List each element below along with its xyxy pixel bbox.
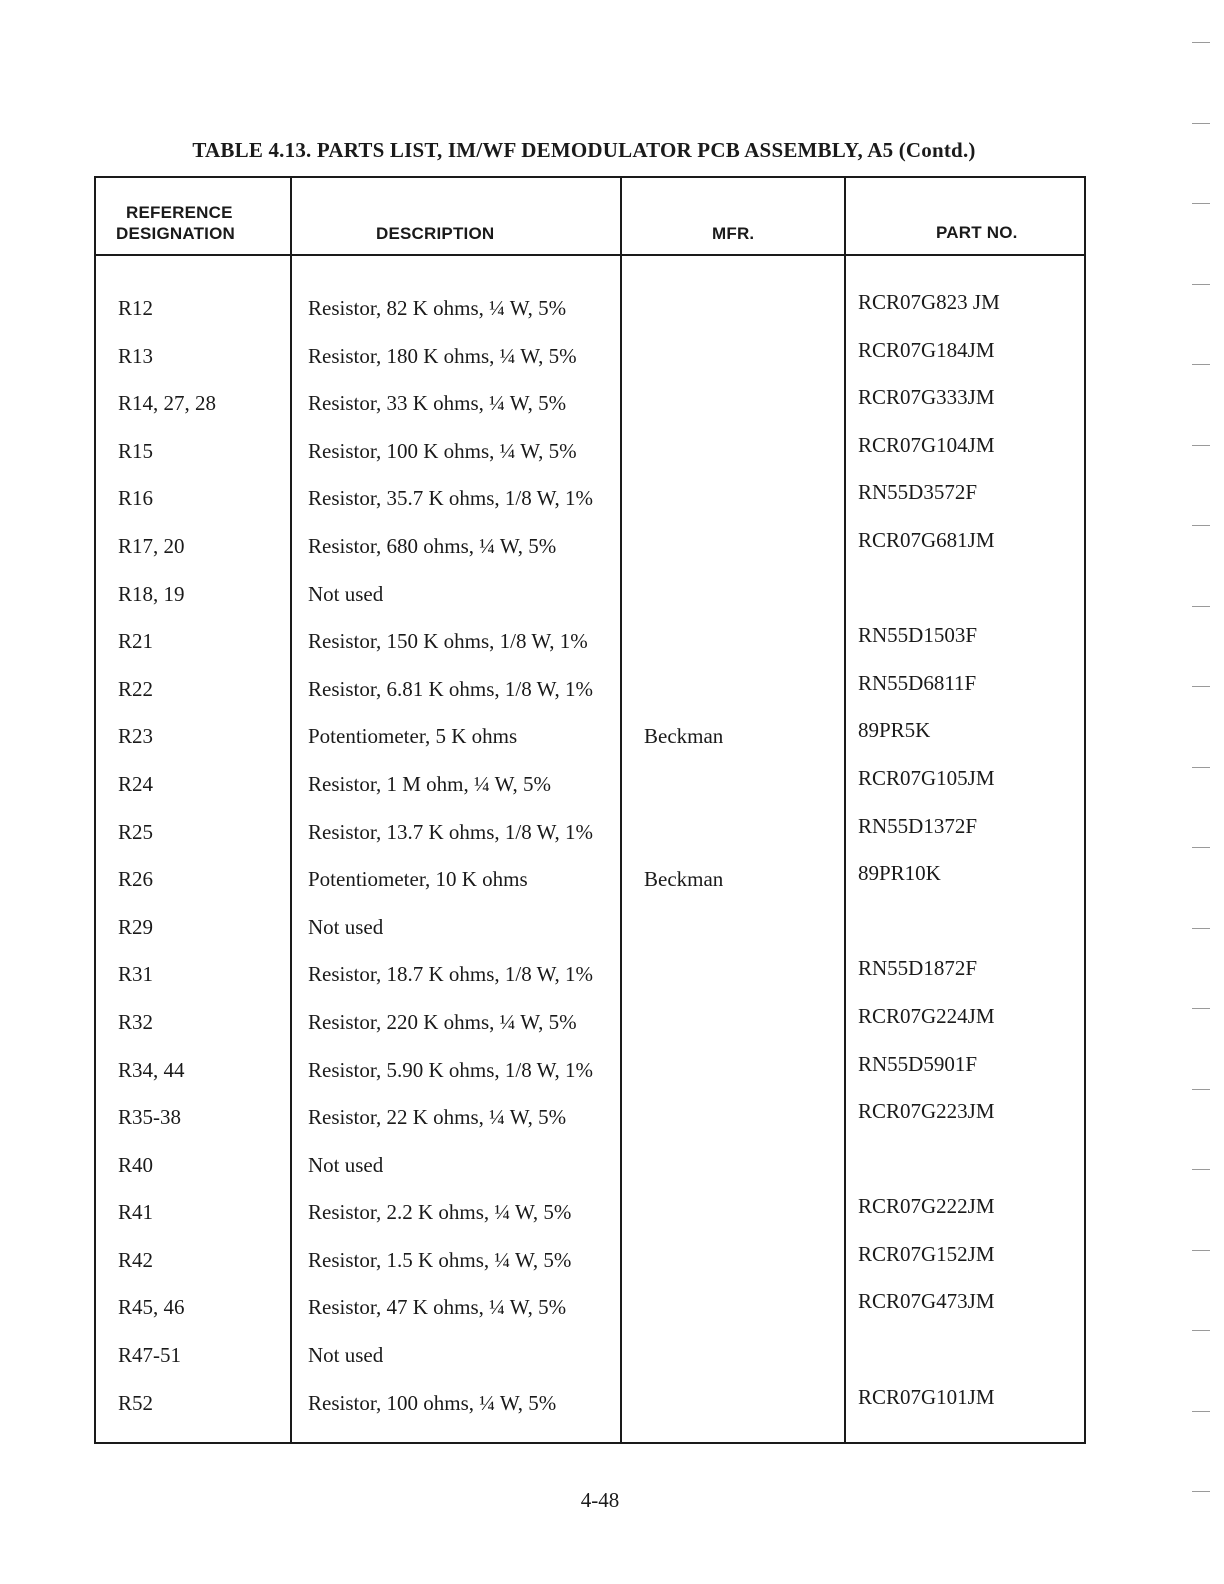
- table-row: [96, 665, 1084, 713]
- cell-reference: R21: [118, 629, 154, 654]
- table-row: [96, 855, 1084, 903]
- table-row: [96, 474, 1084, 522]
- cell-reference: R24: [118, 771, 154, 796]
- cell-part-number: RN55D3572F: [858, 480, 978, 505]
- margin-tick: [1192, 928, 1210, 929]
- table-row: [96, 332, 1084, 380]
- table-row: [96, 1046, 1084, 1094]
- cell-description: Resistor, 5.90 K ohms, 1/8 W, 1%: [308, 1057, 594, 1082]
- cell-description: Resistor, 150 K ohms, 1/8 W, 1%: [308, 629, 588, 654]
- table-row: [96, 1093, 1084, 1141]
- header-part-number: PART NO.: [936, 223, 1018, 242]
- margin-tick: [1192, 606, 1210, 607]
- margin-tick: [1192, 1330, 1210, 1331]
- margin-tick: [1192, 525, 1210, 526]
- margin-tick: [1192, 445, 1210, 446]
- cell-description: Resistor, 1 M ohm, ¼ W, 5%: [308, 771, 552, 796]
- cell-description: Resistor, 180 K ohms, ¼ W, 5%: [308, 343, 577, 368]
- cell-reference: R15: [118, 438, 154, 463]
- cell-reference: R17, 20: [118, 533, 185, 558]
- table-row: [96, 1331, 1084, 1379]
- table-row: [96, 1188, 1084, 1236]
- cell-description: Resistor, 100 K ohms, ¼ W, 5%: [308, 438, 577, 463]
- cell-description: Not used: [308, 581, 384, 606]
- table-row: [96, 1236, 1084, 1284]
- cell-part-number: RCR07G224JM: [858, 1003, 995, 1028]
- margin-tick: [1192, 203, 1210, 204]
- cell-part-number: RCR07G184JM: [858, 337, 995, 362]
- cell-description: Resistor, 13.7 K ohms, 1/8 W, 1%: [308, 819, 594, 844]
- table-row: [96, 998, 1084, 1046]
- table-row: [96, 570, 1084, 618]
- margin-tick: [1192, 42, 1210, 43]
- table-row: [96, 522, 1084, 570]
- header-reference-line1: REFERENCE: [126, 203, 233, 222]
- cell-reference: R29: [118, 914, 154, 939]
- table-row: [96, 760, 1084, 808]
- margin-tick: [1192, 1411, 1210, 1412]
- header-manufacturer: MFR.: [712, 224, 755, 243]
- table-row: [96, 950, 1084, 998]
- header-description: DESCRIPTION: [376, 224, 495, 243]
- margin-tick: [1192, 1169, 1210, 1170]
- cell-part-number: RCR07G473JM: [858, 1289, 995, 1314]
- cell-reference: R16: [118, 486, 154, 511]
- cell-description: Not used: [308, 1343, 384, 1368]
- cell-reference: R18, 19: [118, 581, 185, 606]
- margin-tick: [1192, 1250, 1210, 1251]
- header-rule: [96, 254, 1084, 256]
- margin-tick: [1192, 767, 1210, 768]
- cell-part-number: RCR07G152JM: [858, 1241, 995, 1266]
- cell-part-number: 89PR5K: [858, 718, 931, 743]
- parts-list-table: [94, 176, 1086, 1444]
- table-row: [96, 617, 1084, 665]
- cell-description: Resistor, 18.7 K ohms, 1/8 W, 1%: [308, 962, 594, 987]
- cell-part-number: RCR07G101JM: [858, 1384, 995, 1409]
- table-row: [96, 903, 1084, 951]
- margin-tick: [1192, 284, 1210, 285]
- cell-reference: R32: [118, 1009, 154, 1034]
- cell-reference: R41: [118, 1200, 154, 1225]
- cell-part-number: RCR07G823 JM: [858, 290, 1000, 314]
- header-reference-line2: DESIGNATION: [116, 224, 236, 243]
- cell-reference: R12: [118, 296, 154, 320]
- cell-part-number: 89PR10K: [858, 861, 941, 886]
- table-body: [96, 284, 1084, 1426]
- table-row: [96, 808, 1084, 856]
- margin-tick: [1192, 686, 1210, 687]
- cell-description: Resistor, 47 K ohms, ¼ W, 5%: [308, 1295, 567, 1320]
- cell-part-number: RN55D1872F: [858, 956, 978, 981]
- table-row: [96, 1141, 1084, 1189]
- cell-part-number: RN55D6811F: [858, 670, 977, 695]
- cell-part-number: RCR07G681JM: [858, 527, 995, 552]
- cell-reference: R13: [118, 343, 154, 368]
- cell-description: Resistor, 2.2 K ohms, ¼ W, 5%: [308, 1200, 572, 1225]
- margin-tick: [1192, 1491, 1210, 1492]
- margin-tick: [1192, 847, 1210, 848]
- cell-part-number: RN55D1503F: [858, 623, 978, 648]
- header-reference-designation: [116, 202, 235, 244]
- margin-tick: [1192, 1089, 1210, 1090]
- table-row: [96, 427, 1084, 475]
- table-row: [96, 379, 1084, 427]
- page-title: TABLE 4.13. PARTS LIST, IM/WF DEMODULATOR PCB ASSEMBLY, A5 (Contd.): [192, 138, 976, 162]
- cell-reference: R23: [118, 724, 154, 749]
- cell-reference: R14, 27, 28: [118, 391, 217, 416]
- cell-reference: R35-38: [118, 1105, 181, 1130]
- cell-description: Potentiometer, 10 K ohms: [308, 867, 528, 892]
- margin-tick: [1192, 1008, 1210, 1009]
- cell-reference: R42: [118, 1247, 154, 1272]
- cell-description: Resistor, 33 K ohms, ¼ W, 5%: [308, 391, 567, 416]
- cell-description: Resistor, 680 ohms, ¼ W, 5%: [308, 533, 557, 558]
- cell-description: Potentiometer, 5 K ohms: [308, 724, 518, 749]
- page-number: 4-48: [580, 1488, 620, 1512]
- margin-tick: [1192, 364, 1210, 365]
- cell-part-number: RN55D1372F: [858, 813, 978, 838]
- cell-reference: R45, 46: [118, 1295, 185, 1320]
- cell-part-number: RCR07G223JM: [858, 1099, 995, 1124]
- table-row: [96, 284, 1084, 332]
- cell-description: Resistor, 22 K ohms, ¼ W, 5%: [308, 1105, 567, 1130]
- cell-part-number: RN55D5901F: [858, 1051, 978, 1076]
- cell-description: Resistor, 82 K ohms, ¼ W, 5%: [308, 296, 567, 320]
- cell-manufacturer: Beckman: [644, 867, 724, 892]
- cell-part-number: RCR07G105JM: [858, 765, 995, 790]
- cell-reference: R22: [118, 676, 154, 701]
- cell-manufacturer: Beckman: [644, 724, 724, 749]
- cell-reference: R52: [118, 1390, 154, 1415]
- cell-part-number: RCR07G333JM: [858, 385, 995, 410]
- cell-reference: R47-51: [118, 1343, 181, 1368]
- cell-description: Not used: [308, 1152, 384, 1177]
- cell-description: Resistor, 220 K ohms, ¼ W, 5%: [308, 1009, 577, 1034]
- cell-reference: R34, 44: [118, 1057, 185, 1082]
- cell-reference: R25: [118, 819, 154, 844]
- cell-description: Resistor, 1.5 K ohms, ¼ W, 5%: [308, 1247, 572, 1272]
- cell-description: Resistor, 35.7 K ohms, 1/8 W, 1%: [308, 486, 594, 511]
- cell-part-number: RCR07G104JM: [858, 432, 995, 457]
- cell-reference: R40: [118, 1152, 154, 1177]
- cell-reference: R26: [118, 867, 154, 892]
- table-row: [96, 1379, 1084, 1427]
- cell-description: Resistor, 6.81 K ohms, 1/8 W, 1%: [308, 676, 594, 701]
- table-row: [96, 1283, 1084, 1331]
- cell-description: Not used: [308, 914, 384, 939]
- margin-tick: [1192, 123, 1210, 124]
- cell-part-number: RCR07G222JM: [858, 1194, 995, 1219]
- table-row: [96, 712, 1084, 760]
- cell-reference: R31: [118, 962, 154, 987]
- cell-description: Resistor, 100 ohms, ¼ W, 5%: [308, 1390, 557, 1415]
